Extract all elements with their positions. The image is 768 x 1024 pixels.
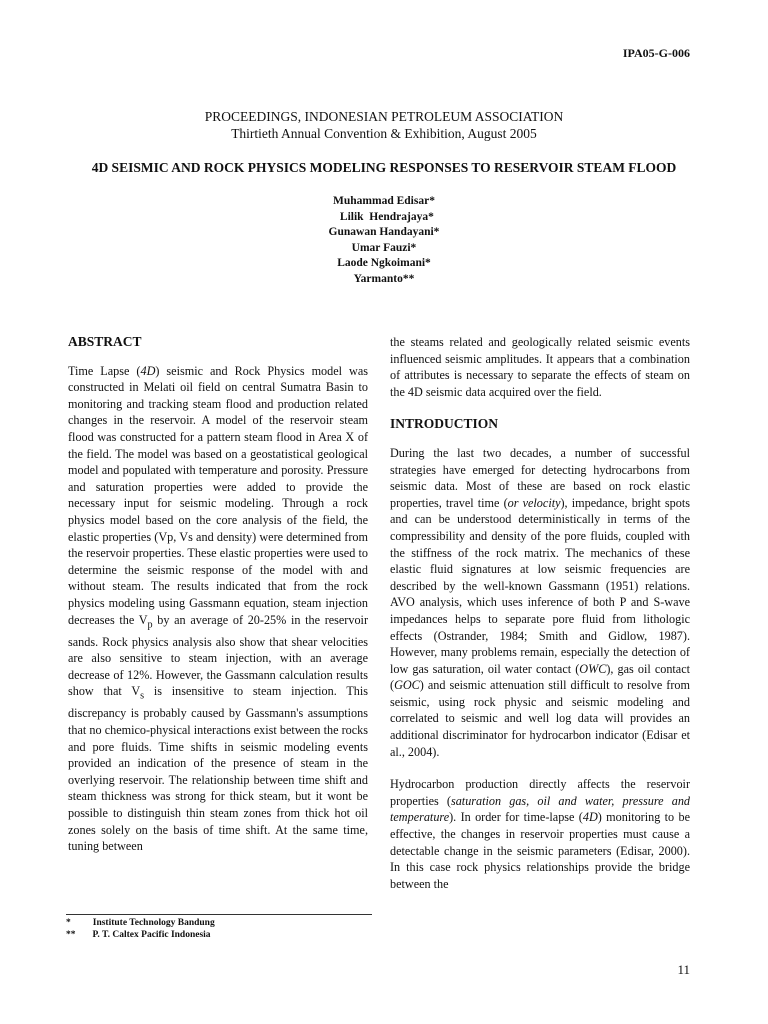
author: Lilik Hendrajaya* [334, 210, 434, 223]
introduction-paragraph-1: During the last two decades, a number of successful strategies have emerged for detecting hydrocarbons from seismic data. Most of these are based on rock elastic properties, travel time (or velocity), impedance, bright spots and can be understood deterministically in terms of the compressibility and density of the pore fluids, coupled with the stiffness of the rock matrix. The mechanics of these elastic fluid signatures at low seismic frequencies are described by the well-known Gassmann (1951) relations. AVO analysis, which uses inference of both P and S-wave impedances helps to separate pore fluid from lithologic effects (Ostrander, 1984; Smith and Gidlow, 1987). However, many problems remain, especially the detection of low gas saturation, oil water contact (OWC), gas oil contact (GOC) and seismic attenuation still difficult to resolve from seismic, using rock physic and seismic modeling and correlated to seismic and well log data will provides an additional discriminator for hydrocarbon indicator (Edisar et al., 2004). [390, 445, 691, 759]
introduction-paragraph-2: Hydrocarbon production directly affects the reservoir properties (saturation gas, oil and water, pressure and temperature). In order for time-lapse (4D) monitoring to be effective, the changes in reservoir properties must cause a detectable change in the seismic parameters (Edisar, 2000). In this case rock physics relationships provide the bridge between the [390, 777, 691, 891]
paper-title: 4D SEISMIC AND ROCK PHYSICS MODELING RESPONSES TO RESERVOIR STEAM FLOOD [91, 160, 677, 175]
author: Yarmanto** [353, 272, 415, 285]
author: Gunawan Handayani* [328, 226, 440, 238]
author: Laode Ngkoimani* [337, 257, 431, 269]
abstract-paragraph: Time Lapse (4D) seismic and Rock Physics model was constructed in Melati oil field on central Sumatra Basin to monitoring and tracking steam flood and production related changes in the reservoir. A model of the reservoir steam flood was constructed for a pattern steam flood in Area X of the field. The model was based on a geostatistical geological model and populated with temperature and porosity. Pressure and saturation properties were added to provide the necessary input for seismic modeling. Through a rock physics model based on the core analysis of the field, the elastic properties (Vp, Vs and density) were determined from the reservoir properties. These elastic properties were used to determine the seismic response of the model with and without steam. The results indicated that from the rock physics modeling using Gassmann equation, steam injection decreases the $V_p$ by an average of 20-25% in the reservoir sands. Rock physics analysis also show that shear velocities are also sensitive to steam injection, with an average decrease of 12%. However, the Gassmann calculation results show that $V_s$ is insensitive to steam injection. This discrepancy is probably caused by Gassmann's assumptions that no chemico-physical interactions exist between the rocks and pore fluids. Time shifts in seismic modeling events provided an indication of the presence of steam in the overlying reservoir. The relationship between time shift and steam thickness was strong for thick steam, but it wont be possible to distinguish thin steam zones from thick hot oil zones solely on the basis of time shift. At the same time, tuning between [68, 363, 368, 854]
abstract-heading: ABSTRACT [68, 334, 142, 349]
footnote-divider [66, 914, 372, 915]
footnote: * Institute Technology Bandung [66, 918, 215, 928]
author-list [0, 194, 768, 287]
proceedings-header: PROCEEDINGS, INDONESIAN PETROLEUM ASSOCIATION [204, 109, 564, 124]
left-column [68, 334, 368, 855]
author: Umar Fauzi* [351, 241, 417, 254]
convention-subheader: Thirtieth Annual Convention & Exhibition, August 2005 [231, 126, 537, 141]
footnote: ** P. T. Caltex Pacific Indonesia [66, 930, 211, 940]
introduction-heading: INTRODUCTION [390, 416, 499, 432]
page-number: 11 [677, 962, 690, 977]
author: Muhammad Edisar* [333, 195, 435, 207]
abstract-continuation: the steams related and geologically related seismic events influenced seismic amplitudes. It appears that a combination of attributes is necessary to separate the effects of steam on the 4D seismic data acquired over the field. [390, 335, 690, 399]
paper-id: IPA05-G-006 [622, 46, 690, 60]
right-column [390, 334, 690, 892]
